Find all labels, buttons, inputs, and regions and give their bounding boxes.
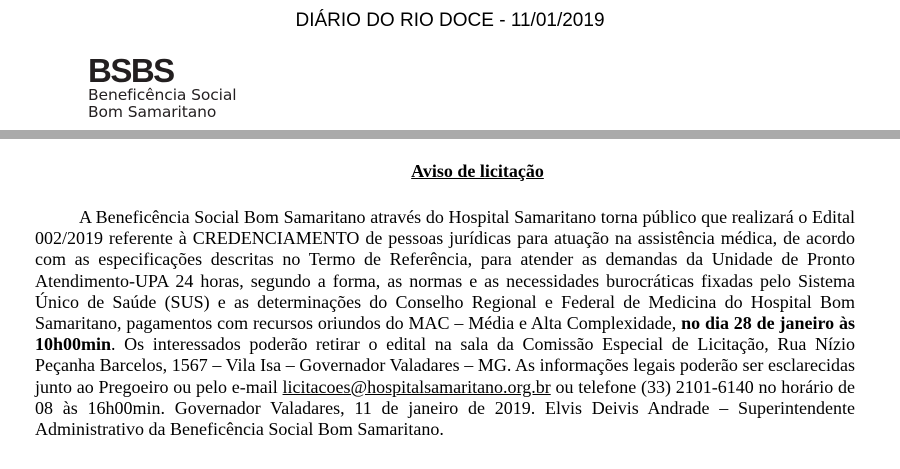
email-link[interactable]: licitacoes@hospitalsamaritano.org.br [282,376,551,397]
logo-line-2: Bom Samaritano [88,103,217,121]
notice-date: no dia 28 de janeiro às 10h00min [35,313,856,355]
notice-text-part-2: . Os interessados poderão retirar o edital na sala da Comissão Especial de Licitação, Rua Nízio Peçanha Barcelos, 1567 – Vila Isa – Governador Valadares – MG. As informações legais poderão ser esclarecidas junto ao Pregoeiro ou pelo e-mail [35,334,855,397]
newspaper-header: DIÁRIO DO RIO DOCE - 11/01/2019 [295,10,605,31]
bsbs-logo [88,54,236,121]
logo-line-1: Beneficência Social [88,86,237,104]
header-divider [0,130,900,139]
logo-mark: BSBS [88,52,174,89]
notice-text-part-1: A Beneficência Social Bom Samaritano através do Hospital Samaritano torna público que realizará o Edital 002/2019 referente à CREDENCIAMENTO de pessoas jurídicas para atuação na assistência médica, de acordo com as especificações descritas no Termo de Referência, para atender as demandas da Unidade de Pronto Atendimento-UPA 24 horas, segundo a forma, as normas e as necessidades burocráticas fixadas pelo Sistema Único de Saúde (SUS) e as determinações do Conselho Regional e Federal de Medicina do Hospital Bom Samaritano, pagamentos com recursos oriundos do MAC – Média e Alta Complexidade, [35,207,855,334]
notice-heading: Aviso de licitação [411,161,544,181]
notice-text-part-3: ou telefone (33) 2101-6140 no horário de 08 às 16h00min. Governador Valadares, 11 de janeiro de 2019. Elvis Deivis Andrade – Superintendente Administrativo da Beneficência Social Bom Samaritano. [35,376,856,440]
notice-body [35,207,855,440]
